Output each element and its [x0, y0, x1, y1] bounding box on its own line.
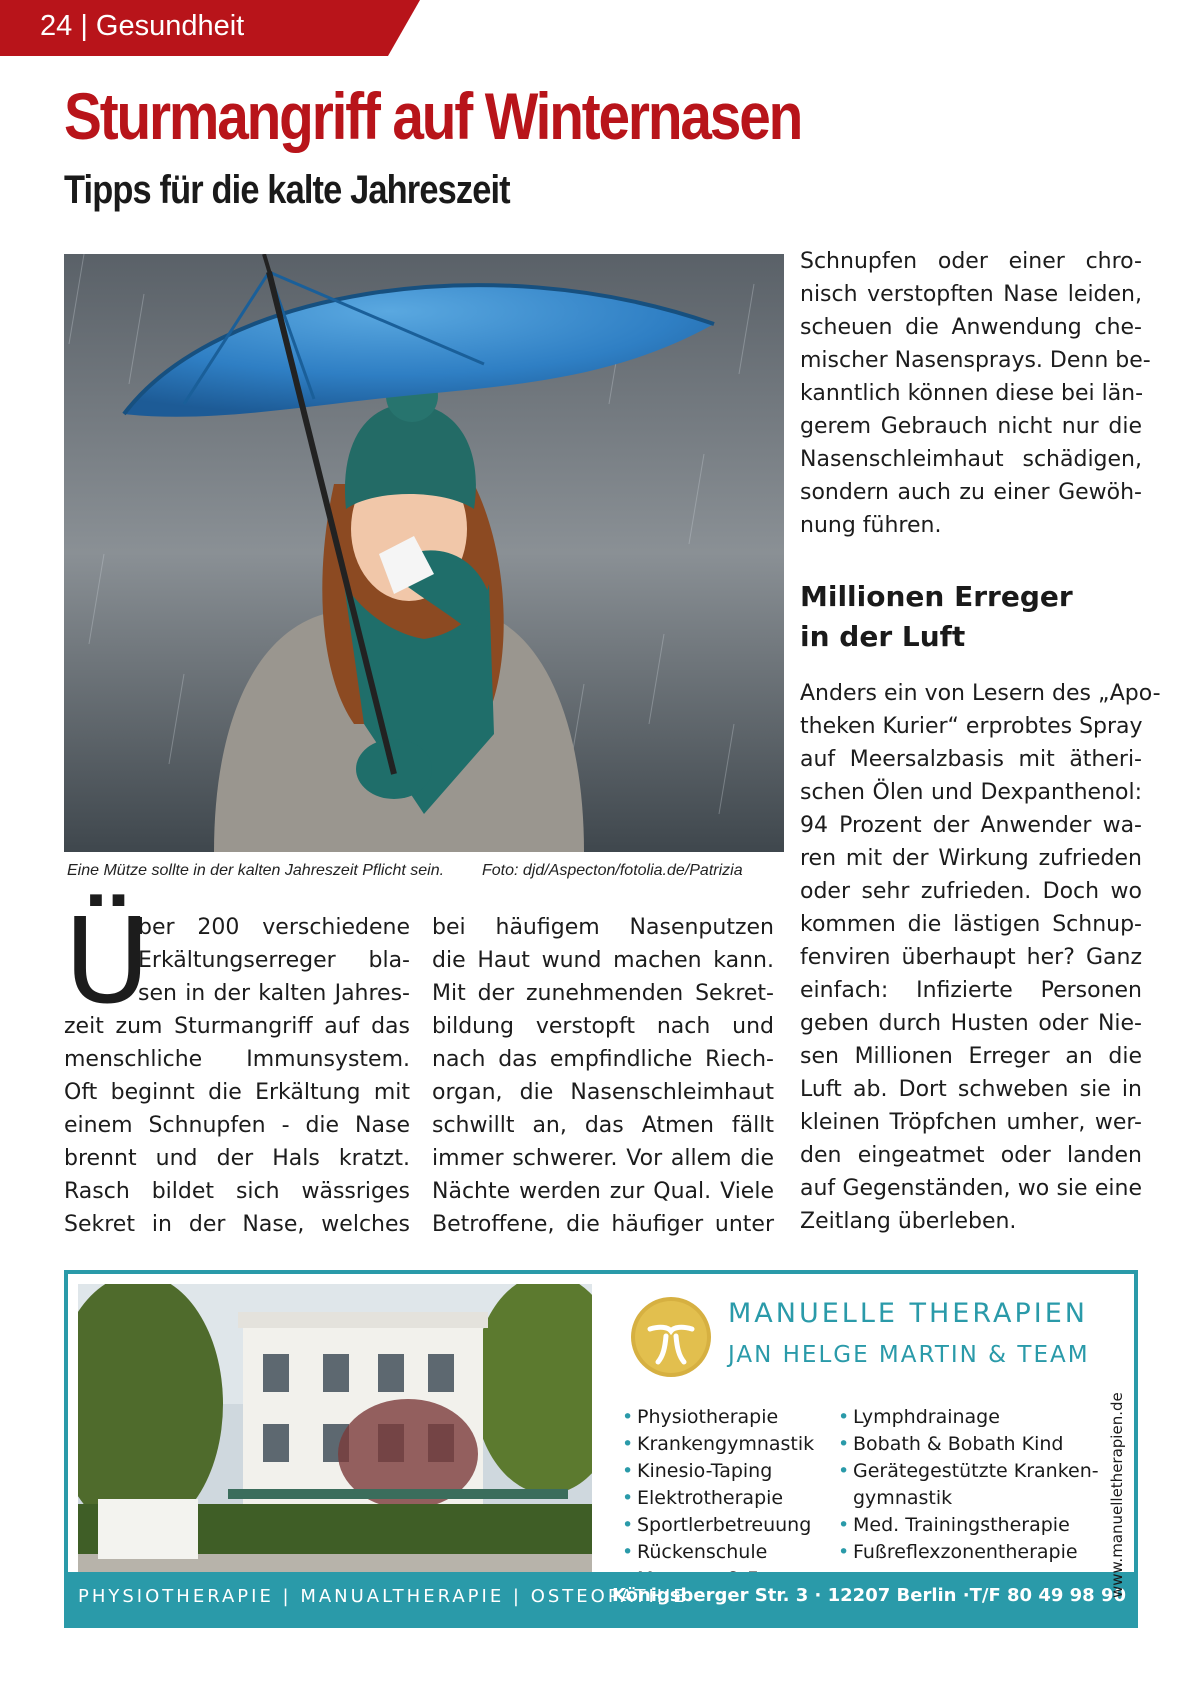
- text-line: 94 Prozent der Anwender wa-: [800, 813, 1142, 838]
- text-line: Erkältungserreger bla-: [138, 948, 410, 973]
- woman-umbrella-photo: [64, 254, 784, 852]
- text-line: theken Kurier“ erprobtes Spray: [800, 714, 1143, 739]
- text-line: Mit der zunehmenden Sekret-: [432, 981, 774, 1006]
- headline: Sturmangriff auf Winternasen: [64, 79, 802, 153]
- section-heading: [800, 577, 1142, 657]
- figure-logo-icon: [630, 1296, 712, 1378]
- section-label: 24 | Gesundheit: [40, 10, 245, 42]
- service-label: Fußreflexzonentherapie: [853, 1541, 1078, 1563]
- text-line: menschliche Immunsystem.: [64, 1047, 410, 1072]
- service-item: • Sportlerbetreuung: [622, 1514, 812, 1536]
- intro-line: nisch verstopften Nase leiden,: [800, 282, 1142, 307]
- service-item: • Gerätegestützte Kranken-: [838, 1460, 1099, 1482]
- service-label: Gerätegestützte Kranken-: [853, 1460, 1099, 1482]
- services-list-right: [838, 1404, 1099, 1566]
- intro-line: gerem Gebrauch nicht nur die: [800, 414, 1142, 439]
- section-heading-line: Millionen Erreger: [800, 580, 1073, 613]
- service-item: [838, 1485, 1099, 1512]
- service-item: • Lymphdrainage: [838, 1406, 1000, 1428]
- service-item: • Elektrotherapie: [622, 1487, 784, 1509]
- section-heading-line: in der Luft: [800, 620, 966, 653]
- text-line: Oft beginnt die Erkältung mit: [64, 1080, 410, 1105]
- service-label: Lymphdrainage: [853, 1406, 1000, 1428]
- text-line: die Haut wund machen kann.: [432, 948, 774, 973]
- ad-subtitle: JAN HELGE MARTIN & TEAM: [728, 1342, 1090, 1368]
- text-line: zeit zum Sturmangriff auf das: [64, 1014, 410, 1039]
- text-line: Nächte werden zur Qual. Viele: [432, 1179, 774, 1204]
- intro-line: mischer Nasensprays. Denn be-: [800, 348, 1151, 373]
- intro-line: kanntlich können diese bei län-: [800, 381, 1144, 406]
- ad-title: MANUELLE THERAPIEN: [728, 1298, 1089, 1329]
- text-line: auf Meersalzbasis mit ätheri-: [800, 747, 1142, 772]
- service-item: • Bobath & Bobath Kind: [838, 1433, 1064, 1455]
- service-item: • Physiotherapie: [622, 1406, 779, 1428]
- text-line: einem Schnupfen - die Nase: [64, 1113, 410, 1138]
- intro-line: scheuen die Anwendung che-: [800, 315, 1142, 340]
- text-line: ren mit der Wirkung zufrieden: [800, 846, 1142, 871]
- article-column-1: [64, 911, 410, 1241]
- text-line: brennt und der Hals kratzt.: [64, 1146, 410, 1171]
- service-item: • Med. Trainingstherapie: [838, 1514, 1070, 1536]
- ad-url[interactable]: www.manuelletherapien.de: [1108, 1392, 1126, 1598]
- article-column-2: [432, 911, 774, 1241]
- service-item: • Kinesio-Taping: [622, 1460, 773, 1482]
- service-label: Physiotherapie: [637, 1406, 779, 1428]
- intro-line: Schnupfen oder einer chro-: [800, 249, 1142, 274]
- ad-footer-services: PHYSIOTHERAPIE | MANUALTHERAPIE | OSTEOPATHIE: [78, 1586, 688, 1607]
- text-line: Sekret in der Nase, welches: [64, 1212, 410, 1237]
- service-item: • Fußreflexzonentherapie: [838, 1541, 1078, 1563]
- text-line: schwillt an, das Atmen fällt: [432, 1113, 774, 1138]
- text-line: Luft ab. Dort schweben sie in: [800, 1077, 1142, 1102]
- text-line: sen Millionen Erreger an die: [800, 1044, 1142, 1069]
- service-label: Kinesio-Taping: [637, 1460, 773, 1482]
- text-line: kleinen Tröpfchen umher, wer-: [800, 1110, 1142, 1135]
- text-line: bei häufigem Nasenputzen: [432, 915, 774, 940]
- text-line: geben durch Husten oder Nie-: [800, 1011, 1142, 1036]
- text-line: oder sehr zufrieden. Doch wo: [800, 879, 1142, 904]
- advertisement: [64, 1270, 1138, 1628]
- text-line: kommen die lästigen Schnup-: [800, 912, 1142, 937]
- text-line: einfach: Infizierte Personen: [800, 978, 1142, 1003]
- photo-credit: Foto: djd/Aspecton/fotolia.de/Patrizia: [482, 862, 743, 879]
- intro-line: sondern auch zu einer Gewöh-: [800, 480, 1142, 505]
- photo-caption: Eine Mütze sollte in der kalten Jahreszeit Pflicht sein.: [67, 862, 445, 879]
- service-label: Sportlerbetreuung: [637, 1514, 812, 1536]
- service-item: • Krankengymnastik: [622, 1433, 815, 1455]
- intro-text: [800, 245, 1151, 542]
- drop-cap: Ü: [64, 892, 151, 1030]
- text-line: auf Gegenständen, wo sie eine: [800, 1176, 1142, 1201]
- service-label: Med. Trainingstherapie: [853, 1514, 1070, 1536]
- text-line: nach das empfindliche Riech-: [432, 1047, 774, 1072]
- services-list-left: [622, 1404, 814, 1593]
- intro-line: nung führen.: [800, 513, 942, 538]
- service-label: Elektrotherapie: [637, 1487, 784, 1509]
- ad-footer: [68, 1572, 1134, 1624]
- service-label: Krankengymnastik: [637, 1433, 815, 1455]
- text-line: fenviren überhaupt her? Ganz: [800, 945, 1142, 970]
- ad-footer-address: Königsberger Str. 3 · 12207 Berlin ·T/F 80 49 98 90: [611, 1585, 1126, 1606]
- text-line: immer schwerer. Vor allem die: [432, 1146, 774, 1171]
- text-line: organ, die Nasenschleimhaut: [432, 1080, 774, 1105]
- text-line: Anders ein von Lesern des „Apo-: [800, 681, 1161, 706]
- text-line: Rasch bildet sich wässriges: [64, 1179, 410, 1204]
- text-line: Betroffene, die häufiger unter: [432, 1212, 774, 1237]
- intro-line: Nasenschleimhaut schädigen,: [800, 447, 1142, 472]
- subheadline: Tipps für die kalte Jahreszeit: [64, 168, 510, 212]
- service-label: gymnastik: [853, 1487, 953, 1509]
- article-column-3: [800, 677, 1161, 1238]
- text-line: den eingeatmet oder landen: [800, 1143, 1142, 1168]
- section-tab: [0, 0, 420, 56]
- text-line: bildung verstopft nach und: [432, 1014, 774, 1039]
- building-photo: [78, 1284, 592, 1576]
- text-line: schen Ölen und Dexpanthenol:: [800, 780, 1142, 805]
- service-label: Rückenschule: [637, 1541, 768, 1563]
- text-line: ber 200 verschiedene: [138, 915, 410, 940]
- service-item: • Rückenschule: [622, 1541, 768, 1563]
- text-line: sen in der kalten Jahres-: [138, 981, 410, 1006]
- service-label: Bobath & Bobath Kind: [853, 1433, 1064, 1455]
- text-line: Zeitlang überleben.: [800, 1209, 1017, 1234]
